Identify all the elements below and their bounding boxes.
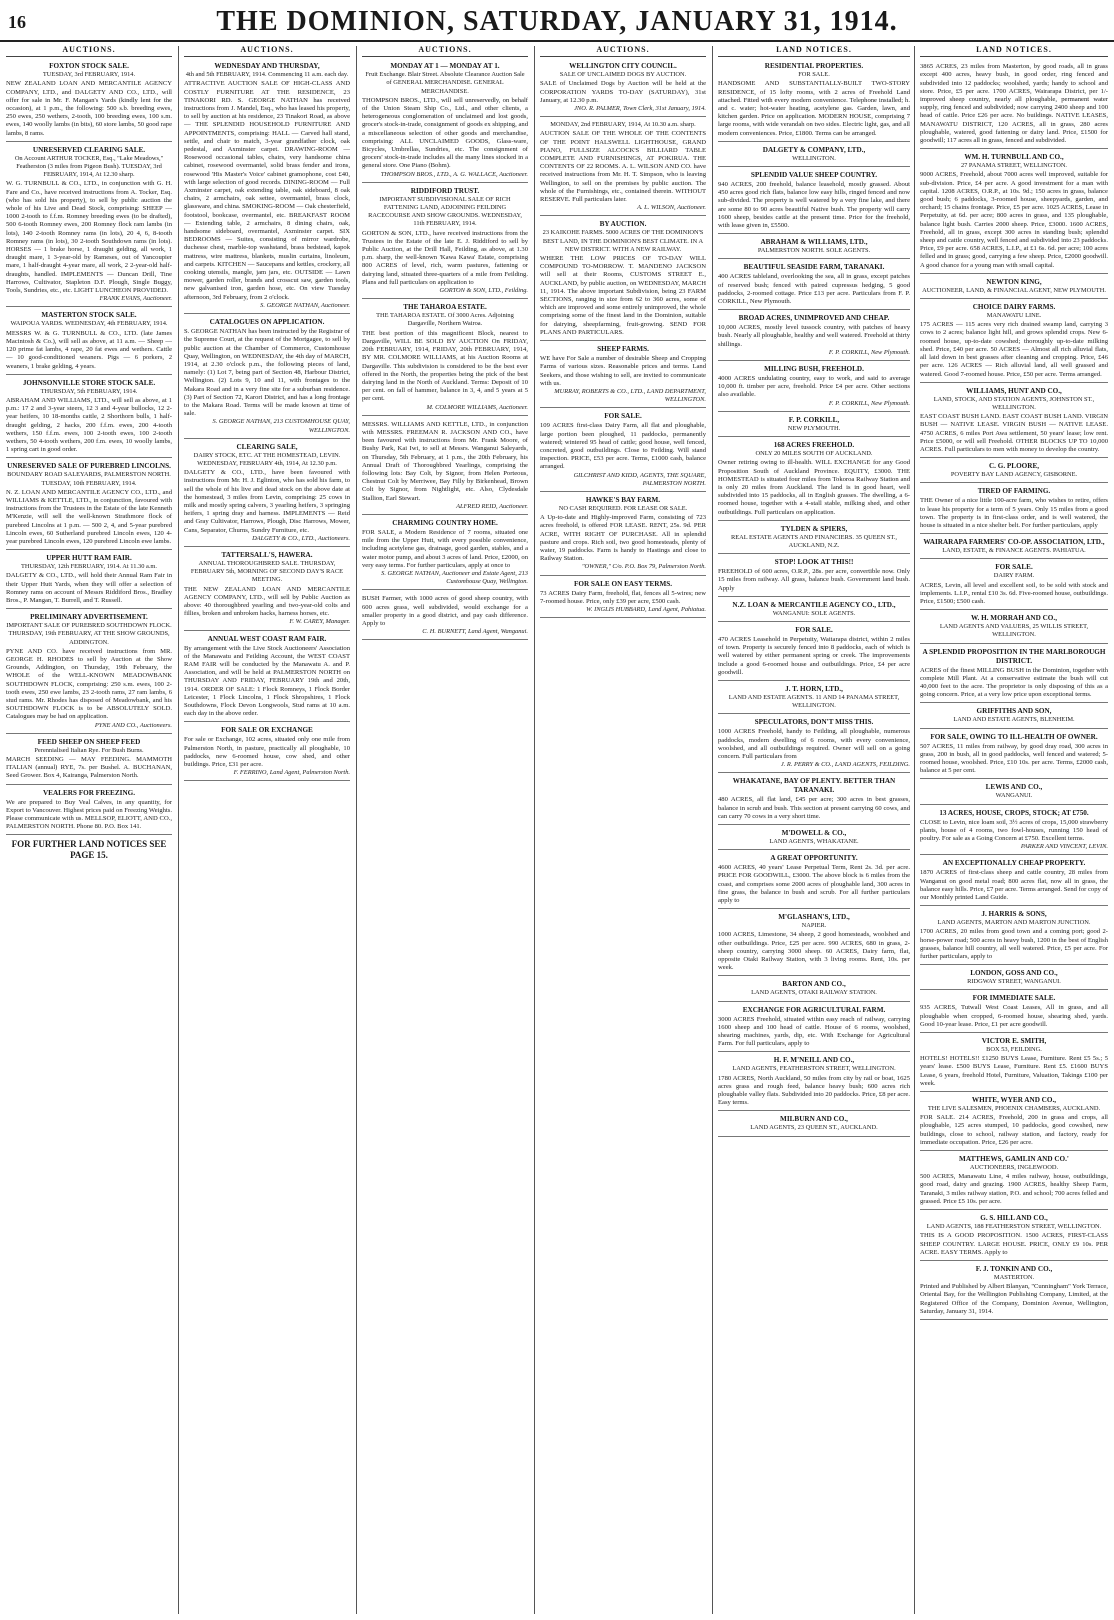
ad-title: THE TAHAROA ESTATE. — [403, 303, 487, 312]
advertisement — [718, 439, 910, 521]
advertisement — [362, 592, 528, 640]
ad-body: 1000 ACRES, Limestone, 34 sheep, 2 good homesteads, woolshed and other outbuildings. Price, £25 per acre. 990 ACRES, 680 in grass, 2-sheep country, carrying 3000 sheep. 60 ACRES, Dairy farm, flat, opposite Otaki Railway Station, with 3 living rooms. Rent, 10s. per week. — [718, 931, 910, 972]
ad-body: MESSRS W. & G. TURNBULL & CO., LTD. (late James Macintosh & Co.), will sell as above, at 11 a.m. — Sheep — 120 prime fat lambs, 4 rape, 20 fat ewes and wethers. Cattle — 10 good-conditioned weaners. Pigs — 6 porkers, 2 weaners, 1 brake gelding, 4 years. — [6, 329, 172, 370]
ad-title: SPECULATORS, DON'T MISS THIS. — [754, 718, 874, 727]
advertisement — [362, 517, 528, 590]
ad-title: 13 ACRES, HOUSE, CROPS, STOCK; AT £750. — [939, 808, 1089, 817]
advertisement — [718, 236, 910, 259]
ad-subtitle: 4th and 5th FEBRUARY, 1914. Commencing 11 a.m. each day. — [185, 71, 349, 79]
ad-body: We are prepared to Buy Veal Calves, in any quantity, for Export to Vancouver. Highest prices paid on Freezing Weights. Please communicate with us. MELLSOP, ELIOTT, AND CO., PALMERSTON NORTH. Phone 80. P.O. Box 141. — [6, 798, 172, 831]
advertisement — [718, 683, 910, 714]
ad-subtitle: MONDAY, 2nd FEBRUARY, 1914, At 10.30 a.m. sharp. — [550, 121, 696, 129]
ad-body: WE have For Sale a number of desirable Sheep and Cropping Farms of various sizes. Reasonable prices and terms. Land Seekers, and those wishing to sell, are invited to communicate with us. — [540, 355, 706, 387]
ad-body: FOR SALE. 214 ACRES, Freehold, 200 in grass and crops, all ploughable, 125 acres stumped, 10 paddocks, good cowshed, new buildings, close to school, railway station, and factory, ready for immediate occupation. Price, £26 per acre. — [920, 1114, 1108, 1146]
column-auctions-2 — [184, 46, 350, 1614]
ad-signature: F. P. CORKILL, New Plymouth. — [828, 399, 910, 407]
ad-body: FOR SALE, a Modern Residence of 7 rooms, situated one mile from the Upper Hutt, with every possible convenience, including acetylene gas, drainage, good garden, stables, and a water motor pump, and about 3 acres of land. Price, £2000, on very easy terms. For further particulars, apply at once to — [362, 528, 528, 569]
advertisement — [718, 852, 910, 909]
ad-subtitle: POVERTY BAY LAND AGENCY, GISBORNE. — [950, 471, 1078, 479]
ad-body: Printed and Published by Albert Blanyan, "Cunningham" York Terrace, Oriental Bay, for the Wellington Publishing Company, Limited, at the Registered Office of the Company, Dominion Avenue, Wellington, Saturday, January 31, 1914. — [920, 1283, 1108, 1315]
column-rule — [534, 46, 535, 1614]
ad-body: 1870 ACRES of first-class sheep and cattle country, 28 miles from Wanganui on good metal road; 800 acres flat, now all in grass, the balance easy hills. Price, £7 per acre. Terms arranged. Send for copy of our Monthly printed Land Guide. — [920, 869, 1108, 902]
ad-subtitle: WANGANUI. — [995, 792, 1033, 800]
ad-signature: S. GEORGE NATHAN, 213 CUSTOMHOUSE QUAY, WELLINGTON. — [212, 418, 350, 434]
advertisement — [6, 552, 172, 609]
ad-title: JOHNSONVILLE STORE STOCK SALE. — [22, 378, 156, 387]
advertisement — [184, 549, 350, 631]
ad-subtitle: REAL ESTATE AGENTS AND FINANCIERS. 35 QUEEN ST., AUCKLAND, N.Z. — [731, 533, 897, 549]
ad-title: WM. H. TURNBULL AND CO., — [964, 153, 1064, 162]
column-auctions-3 — [362, 46, 528, 1614]
advertisement — [920, 705, 1108, 728]
ad-body: PYNE AND CO. have received instructions from MR. GEORGE H. RHODES to sell by Auction at the Show Grounds, Addington, on Thursday, 19th February, the WHOLE of the WELL-KNOWN MEADOWBANK SOUTHDOWN FLOCK, comprising: 250 s.m. ewes, 100 2-tooth ewes, 250 ewe lambs, 23 2-tooth rams, 27 ram lambs, 6 stud rams. Mr. Rhodes has disposed of Meadowbank, and his SOUTHDOWN FLOCK is to be ABSOLUTELY SOLD. Catalogues may be had on application. — [6, 647, 172, 721]
ad-title: BROAD ACRES, UNIMPROVED AND CHEAP. — [738, 314, 890, 323]
ad-title: FOR SALE OR EXCHANGE — [221, 726, 313, 735]
ad-signature: A. L. WILSON, Auctioneer. — [637, 204, 706, 212]
advertisement — [920, 1153, 1108, 1210]
ad-title: WILLIAMS, HUNT AND CO., — [966, 386, 1062, 395]
advertisement — [718, 775, 910, 825]
ad-title: G. S. HILL AND CO., — [980, 1214, 1048, 1223]
ad-subtitle: SALE OF UNCLAIMED DOGS BY AUCTION. — [559, 71, 687, 79]
ad-title: BEAUTIFUL SEASIDE FARM, TARANAKI. — [743, 263, 885, 272]
ad-body: 175 ACRES — 115 acres very rich drained swamp land, carrying 3 cows to 2 acres; balance light hill, and grows splendid crops. New 6-roomed house, up-to-date cowshed; thoroughly up-to-date milking shed. Price, £40 per acre. 50 ACRES — Almost all rich alluvial flats, all laid down in best grasses after cleaning and cropping. Price, £46 per acre. 126 ACRES — Rich alluvial land, all well grassed and watered. Good 7-roomed house. Price, £50 per acre. Terms arranged. — [920, 321, 1108, 378]
advertisement — [920, 857, 1108, 906]
ad-subtitle: MANAWATU LINE. — [986, 312, 1042, 320]
advertisement — [920, 385, 1108, 458]
advertisement — [718, 911, 910, 976]
ad-title: WHITE, WYER AND CO., — [971, 1096, 1057, 1105]
advertisement — [718, 716, 910, 773]
ad-body: 10,000 ACRES, mostly level tussock country, with patches of heavy bush. Nearly all ploughable, healthy and well watered. Freehold at thirty shillings. — [718, 324, 910, 348]
advertisement — [184, 316, 350, 439]
ad-body: For sale or Exchange, 102 acres, situated only one mile from Palmerston North, in pasture, practically all ploughable, 10 paddocks, new 6-roomed house, cow shed, and other buildings. Price, £31 per acre. — [184, 736, 350, 769]
advertisement — [920, 536, 1108, 559]
ad-signature: GILCHRIST AND KIDD, AGENTS, THE SQUARE, PALMERSTON NORTH. — [573, 471, 706, 487]
ad-title: GRIFFITHS AND SON, — [976, 707, 1052, 716]
ad-subtitle: BOX 53, FEILDING. — [986, 1046, 1042, 1054]
advertisement — [184, 441, 350, 547]
ad-body: 1700 ACRES, 20 miles from good town and a coming port; good 2-horse-power road; 500 acres in heavy bush, 1200 in the best of English grasses, balance hill country, all well watered. Price, £5 per acre. For further particulars, apply to — [920, 928, 1108, 961]
ad-body: SALE of Unclaimed Dogs by Auction will be held at the CORPORATION YARDS TO-DAY (SATURDAY), 31st January, at 12.30 p.m. — [540, 80, 706, 104]
masthead — [0, 0, 1114, 42]
ad-body: 9000 ACRES, Freehold, about 7000 acres well improved, suitable for sub-division. Price, £4 per acre. A good investment for a man with capital. 1208 ACRES, O.R.P., at 10s. 9d.; 150 acres in grass, balance good bush; 6 paddocks, 3-roomed house, sheepyards, garden, and orchard; 15 chains frontage. Price, £5 per acre. 1025 ACRES, Lease in Perpetuity, at 6d. per acre; 800 acres in grass, and 135 ploughable, balance light bush. Carries 2000 sheep. Price, £3000. 1600 ACRES, Freehold, all in grass, except 300 acres in standing bush; splendid sheep and cattle country, well fenced and subdivided into 23 paddocks. Price, £9 per acre. 658 ACRES, L.I.P., at £1 6s. 6d. per acre; 100 acres felled and in grass; good, carrying a few sheep. Price, £2000 goodwill. A good chance for a young man with small capital. — [920, 171, 1108, 269]
ad-body: GORTON & SON, LTD., have received instructions from the Trustees in the Estate of the late E. J. Riddiford to sell by Public Auction, at the Drill Hall, Feilding, as above, at 1.30 p.m. sharp, the well-known 'Kawa Kawa' Estate, comprising 800 ACRES of level, rich, warm pastures, fattening or dairying land, situated three-quarters of a mile from Feilding. Plans and full particulars on application to — [362, 229, 528, 286]
ad-subtitle: PALMERSTON NORTH. SOLE AGENTS. — [757, 247, 871, 255]
ad-signature: F. P. CORKILL, New Plymouth. — [828, 348, 910, 356]
ad-signature: DALGETY & CO., LTD., Auctioneers. — [252, 534, 350, 542]
ad-subtitle: LAND, ESTATE, & FINANCE AGENTS. PAHIATUA. — [942, 547, 1086, 555]
advertisement — [6, 460, 172, 550]
ad-body: 500 ACRES, Manawatu Line, 4 miles railway, house, outbuildings, good road, dairy and grazing. 1900 ACRES, healthy Sheep Farm, Taranaki, 3 miles railway station, P.O. and school; 700 acres felled and grassed. Price £5 10s. per acre. — [920, 1173, 1108, 1205]
ad-body: AUCTION SALE OF THE WHOLE OF THE CONTENTS OF THE POINT HALSWELL LIGHTHOUSE, GRAND PIANO, FULLSIZE ALCOCK'S BILLIARD TABLE COMPLETE AND FURNISHINGS, AT POKIRUA. THE CONTENTS OF 22 ROOMS. A. L. WILSON AND CO. have received instructions from Mr. H. T. Simpson, who is leaving Wellington, to sell on the premises by public auction. The whole of the Furnishings, etc., contained therein. WITHOUT RESERVE. Full particulars later. — [540, 130, 706, 204]
ad-title: C. G. PLOORE, — [988, 462, 1040, 471]
advertisement — [920, 1035, 1108, 1092]
ad-subtitle: THE TAHAROA ESTATE. Of 3000 Acres. Adjoining Dargaville, Northern Wairoa. — [376, 312, 514, 328]
ad-title: CATALOGUES ON APPLICATION. — [209, 318, 325, 327]
ad-body: 1000 ACRES Freehold, handy to Feilding, all ploughable, numerous paddocks, modern dwelling of 6 rooms, with every convenience, woolshed, and all outbuildings required. Owner will sell on a going concern. Full particulars from — [718, 728, 910, 760]
advertisement — [540, 60, 706, 117]
ad-signature: S. GEORGE NATHAN, Auctioneer. — [260, 301, 350, 309]
ad-title: TATTERSALL'S, HAWERA. — [221, 550, 313, 559]
ad-subtitle: 23 KAIKOHE FARMS. 5000 ACRES OF THE DOMINION'S BEST LAND, IN THE DOMINION'S BEST CLIMATE. IN A NEW DISTRICT. WITH A NEW RAILWAY. — [542, 229, 704, 253]
ad-title: MILLING BUSH, FREEHOLD. — [764, 365, 864, 374]
ad-subtitle: FOR SALE. — [798, 71, 830, 79]
advertisement — [718, 599, 910, 622]
ad-subtitle: LAND AGENTS AND VALUERS, 25 WILLIS STREET, WELLINGTON. — [939, 623, 1089, 639]
ad-title: NEWTON KING, — [986, 277, 1042, 286]
advertisement — [920, 561, 1108, 610]
ad-signature: FRANK EVANS, Auctioneer. — [99, 295, 172, 303]
ad-body: CLOSE to Levin, nice loam soil, 3½ acres of crops, 15,000 strawberry plants, house of 4 rooms, two fowl-houses, running 150 head of poultry. For sale as a Going Concern at £750. Excellent terms. — [920, 818, 1108, 842]
ad-title: WHAKATANE, BAY OF PLENTY. BETTER THAN TARANAKI. — [732, 777, 896, 795]
ad-title: SPLENDID VALUE SHEEP COUNTRY. — [750, 171, 878, 180]
newspaper-title: THE DOMINION, SATURDAY, JANUARY 31, 1914. — [216, 6, 898, 37]
ad-title: FOR SALE. — [995, 563, 1033, 572]
ad-title: J. T. HORN, LTD., — [785, 684, 843, 693]
ad-body: ACRES of the finest MILLING BUSH in the Dominion, together with complete Mill Plant. At a conservative estimate the bush will cut 40,000 feet to the acre. The proprietor is only disposing of this as a going concern. Price, at a very low price upon exceptional terms. — [920, 666, 1108, 699]
advertisement — [540, 410, 706, 492]
advertisement — [540, 578, 706, 619]
advertisement — [718, 556, 910, 597]
ad-title: EXCHANGE FOR AGRICULTURAL FARM. — [742, 1005, 886, 1014]
ad-body: EAST COAST BUSH LAND. EAST COAST BUSH LAND. VIRGIN BUSH — NATIVE LEASE. VIRGIN BUSH — NATIVE LEASE. 4750 ACRES, 6 miles Port Awa settlement, 50 years' lease; low rent. Price £5000, or will sell Freehold. OTHER BLOCKS UP TO 10,000 ACRES. Full particulars to men with money to develop the country. — [920, 413, 1108, 453]
ad-title: FOR SALE. — [795, 625, 833, 634]
ad-body: 73 ACRES Dairy Farm, freehold, flat, fences all 5-wires; new 7-roomed house. Price, only £39 per acre, £500 cash. — [540, 589, 706, 605]
ad-title: WEDNESDAY AND THURSDAY, — [214, 62, 320, 71]
ad-body: DALGETY & CO., LTD., will hold their Annual Ram Fair in their Upper Hutt Yards, when they will offer a selection of Romney rams on account of Messrs Riddiford Bros., Bradley Bros., P. Mangan, T. Burrell, and T. Russell. — [6, 572, 172, 604]
ad-subtitle: DAIRY STOCK, ETC. AT THE HOMESTEAD, LEVIN. WEDNESDAY, FEBRUARY 4th, 1914, At 12.30 p.m. — [193, 451, 341, 467]
ad-subtitle: LAND AGENTS, WHAKATANE. — [769, 837, 859, 845]
advertisement — [718, 312, 910, 361]
ad-body: THE NEW ZEALAND LOAN AND MERCANTILE AGENCY COMPANY, LTD., will sell by Public Auction as above: 40 thoroughbred yearling and two-year-old colts and fillies, broken and unbroken hacks, harness horses, etc. — [184, 585, 350, 618]
ad-title: ANNUAL WEST COAST RAM FAIR. — [207, 634, 327, 643]
ad-body: HANDSOME AND SUBSTANTIALLY-BUILT TWO-STORY RESIDENCE, of 15 lofty rooms, with 2 acres of Freehold Land attached. Fitted with every modern convenience. Telephone installed; h. and c. water; hot-water heating, acetylene gas. Garden, lawn, and kitchen garden. Price on application. MODERN HOUSE, comprising 7 large rooms, with wide verandah on two sides. Electric light, gas, and all modern conveniences. Price, £1800. Terms can be arranged. — [718, 80, 910, 137]
column-auctions-4 — [540, 46, 706, 1614]
ad-title: VEALERS FOR FREEZING. — [42, 788, 136, 797]
ad-subtitle: NO CASH REQUIRED. FOR LEASE OR SALE. — [558, 504, 688, 512]
section-heading: AUCTIONS. — [362, 46, 528, 57]
advertisement — [920, 992, 1108, 1033]
ad-subtitle: THURSDAY, 12th FEBRUARY, 1914. At 11.30 a.m. — [21, 563, 157, 571]
ad-title: TIRED OF FARMING. — [977, 487, 1051, 496]
ad-title: WAIRARAPA FARMERS' CO-OP. ASSOCIATION, LTD., — [923, 538, 1105, 547]
ad-signature: S. GEORGE NATHAN, Auctioneer and Estate Agent, 213 Customhouse Quay, Wellington. — [381, 569, 528, 586]
ad-signature: F. W. CAREY, Manager. — [289, 618, 350, 626]
ad-title: F. P. CORKILL, — [788, 415, 840, 424]
advertisement — [920, 151, 1108, 274]
ad-signature: "OWNER," C/o. P.O. Box 79, Palmerston North. — [581, 563, 706, 571]
ad-signature: F. FERRINO, Land Agent, Palmerston North. — [233, 769, 350, 777]
ad-subtitle: LAND AND ESTATE AGENTS. 11 AND 14 PANAMA STREET, WELLINGTON. — [728, 693, 900, 710]
ad-subtitle: LAND AGENTS, 23 QUEEN ST., AUCKLAND. — [750, 1124, 878, 1132]
ad-title: A GREAT OPPORTUNITY. — [770, 854, 858, 863]
advertisement — [920, 612, 1108, 643]
ad-title: PRELIMINARY ADVERTISEMENT. — [30, 613, 148, 622]
ad-signature: JNO. R. PALMER, Town Clerk, 31st January, 1914. — [574, 105, 706, 113]
ad-subtitle: RIDGWAY STREET, WANGANUI. — [967, 978, 1061, 986]
ad-subtitle: WAIPOUA YARDS. WEDNESDAY, 4th FEBRUARY, 1914. — [10, 320, 168, 328]
ad-title: DALGETY & COMPANY, LTD., — [762, 145, 866, 154]
ad-title: LEWIS AND CO., — [985, 783, 1043, 792]
section-heading: AUCTIONS. — [540, 46, 706, 57]
ad-body: A Up-to-date and Highly-improved Farm, consisting of 723 acres freehold, is offered FOR LEASE. RENT, 25s. 9d. PER ACRE, WITH RIGHT OF PURCHASE. All in splendid pasture and crops. Rich soil, two good homesteads, plenty of water, 19 paddocks. Farm is handy to Hastings and close to Railway Station. — [540, 514, 706, 563]
advertisement — [718, 1113, 910, 1136]
advertisement — [6, 60, 172, 142]
advertisement — [920, 460, 1108, 483]
ad-title: FOR IMMEDIATE SALE. — [972, 994, 1056, 1003]
ad-title: MASTERTON STOCK SALE. — [41, 311, 137, 320]
ad-signature: ALFRED REID, Auctioneer. — [456, 502, 528, 510]
ad-title: RESIDENTIAL PROPERTIES. — [764, 62, 864, 71]
ad-title: M'GLASHAN'S, LTD., — [778, 913, 850, 922]
ad-signature: GORTON & SON, LTD., Feilding. — [439, 287, 528, 295]
ad-subtitle: TUESDAY, 3rd FEBRUARY, 1914. — [42, 71, 136, 79]
ad-title: N.Z. LOAN & MERCANTILE AGENCY CO., LTD., — [732, 600, 896, 609]
advertisement — [362, 60, 528, 183]
ad-body: 480 ACRES, all flat land, £45 per acre; 300 acres in best grasses, balance in scrub and bush. This section at present carrying 60 cows, and can carry 70 cows in a very short time. — [718, 796, 910, 820]
ad-subtitle: WELLINGTON. — [792, 154, 836, 162]
ad-body: 109 ACRES first-class Dairy Farm, all flat and ploughable, large portion been ploughed, 11 paddocks, permanently watered; wintered 95 head of cattle; good house, well fenced, concreted, good outbuildings. Close to Feilding. Will stand inspection. PRICE, £53 per acre. Terms, £1000 cash, balance arranged. — [540, 422, 706, 471]
ad-title: RIDDIFORD TRUST. — [410, 186, 480, 195]
advertisement — [362, 418, 528, 515]
ad-body: THIS IS A GOOD PROPOSITION. 1500 ACRES, FIRST-CLASS SHEEP COUNTRY. LARGE HOUSE. PRICE, ONLY £9 10s. PER ACRE. EASY TERMS. Apply to — [920, 1232, 1108, 1256]
advertisement — [920, 731, 1108, 780]
ad-title: M'DOWELL & CO., — [781, 828, 847, 837]
section-heading: AUCTIONS. — [6, 46, 172, 57]
ad-body: DALGETY & CO., LTD., have been favoured with instructions from Mr. H. J. Eglinton, who has sold his farm, to sell the whole of his live and dead stock on the above date at the homestead, 3 miles from Levin, comprising: 25 cows in milk and mostly spring calvers, 3 yearling heifers, 3 springing heifers, 1 spring dray and harness. IMPLEMENTS — Reid and Gray Cultivator, Harrows, Plough, Disc Harrows, Mower, Cans, Separator, Churns, Sundry Furniture, etc. — [184, 469, 350, 534]
column-rule — [178, 46, 179, 1614]
ad-title: J. HARRIS & SONS, — [981, 910, 1047, 919]
advertisement — [920, 1094, 1108, 1151]
advertisement — [6, 377, 172, 459]
ad-title: FEED SHEEP ON SHEEP FEED — [37, 737, 141, 746]
advertisement — [718, 363, 910, 412]
advertisement — [362, 301, 528, 415]
advertisement — [920, 807, 1108, 856]
column-rule — [712, 46, 713, 1614]
advertisement — [718, 261, 910, 310]
advertisement — [540, 494, 706, 576]
ad-body: ABRAHAM AND WILLIAMS, LTD., will sell as above, at 1 p.m.: 17 2 and 3-year steers, 12 3 and 4-year bullocks, 12 2-year heifers, 10 18-months cattle, 2 Shorthorn bulls, 1 half-draught gelding, 2 hacks, 200 f.f.m. ewes, 200 4-tooth wethers, 150 f.f.m. ewes, 100 2-tooth ewes, 100 2-tooth wethers, 50 4-tooth wethers, 200 f.m. ewes, 10 woolly lambs, 1 spring cart in good order. — [6, 396, 172, 454]
ad-body: THE best portion of this magnificent Block, nearest to Dargaville, WILL BE SOLD BY AUCTION On FRIDAY, 20th FEBRUARY, 1914, FRIDAY, 20th FEBRUARY, 1914, BY MR. COLMORE WILLIAMS, at his Auction Rooms at Dargaville. This subdivision is considered to be the best ever offered in the North, the properties being the pick of the best dairying land in the North of Auckland. Terms: Deposit of 10 per cent. on fall of hammer, balance in 3, 4, and 5 years at 5 per cent. — [362, 329, 528, 403]
ad-signature: M. COLMORE WILLIAMS, Auctioneer. — [426, 403, 528, 411]
advertisement — [718, 523, 910, 554]
ad-title: VICTOR E. SMITH, — [981, 1037, 1047, 1046]
advertisement — [718, 169, 910, 234]
ad-subtitle: IMPORTANT SUBDIVISIONAL SALE OF RICH FATTENING LAND, ADJOINING FEILDING RACECOURSE AND SHOW GROUNDS. WEDNESDAY, 11th FEBRUARY, 1914. — [368, 195, 522, 228]
advertisement — [920, 276, 1108, 299]
ad-signature: W. INGLIS HUBBARD, Land Agent, Pahiatua. — [586, 605, 706, 613]
advertisement — [718, 978, 910, 1001]
ad-signature: PYNE AND CO., Auctioneers. — [94, 721, 172, 729]
advertisement — [920, 908, 1108, 965]
ad-subtitle: Fruit Exchange. Blair Street. Absolute Clearance Auction Sale of GENERAL MERCHANDISE. GENERAL MERCHANDISE. — [365, 71, 525, 95]
ad-title: UPPER HUTT RAM FAIR. — [46, 554, 132, 563]
ad-body: 935 ACRES, Tutwall West Coast Leases, All in grass, and all ploughable when cropped, 6-roomed house, shearing shed, yards. Good 10-year lease. Price, £1 per acre goodwill. — [920, 1004, 1108, 1028]
ad-title: MATTHEWS, GAMLIN AND CO.' — [959, 1155, 1069, 1164]
ad-subtitle: LAND AGENTS, FEATHERSTON STREET, WELLINGTON. — [732, 1065, 896, 1073]
ad-subtitle: WANGANUI: SOLE AGENTS. — [772, 609, 856, 617]
ad-title: UNRESERVED CLEARING SALE. — [32, 145, 146, 154]
ad-subtitle: NAPIER. — [801, 922, 827, 930]
ad-subtitle: AUCTIONEERS, INGLEWOOD. — [969, 1164, 1059, 1172]
ad-subtitle: NEW PLYMOUTH. — [787, 424, 841, 432]
advertisement — [6, 611, 172, 734]
ad-title: UNRESERVED SALE OF PUREBRED LINCOLNS. — [7, 462, 171, 471]
advertisement — [920, 301, 1108, 383]
ad-title: A SPLENDID PROPOSITION IN THE MARLBOROUGH DISTRICT. — [922, 647, 1106, 665]
ad-body: 470 ACRES Leasehold in Perpetuity, Waitarapa district, within 2 miles of town. Property is securely fenced into 8 paddocks, each of which is well watered by either permanent spring or creek. The improvements include a good 6-roomed house and outbuildings. Price, £4 per acre goodwill. — [718, 635, 910, 676]
ad-title: BARTON AND CO., — [782, 980, 846, 989]
ad-title: MONDAY AT 1 — MONDAY AT 1. — [390, 62, 500, 71]
ad-signature: MURRAY, ROBERTS & CO., LTD., LAND DEPARTMENT, WELLINGTON. — [554, 387, 706, 404]
section-heading: LAND NOTICES. — [920, 46, 1108, 57]
advertisement — [718, 624, 910, 681]
ad-body: S. GEORGE NATHAN has been instructed by the Registrar of the Supreme Court, at the request of the Mortgagee, to sell by public auction at the Chamber of Commerce, Customhouse Quay, Wellington, on WEDNESDAY, the 4th day of MARCH, 1914, at 2.30 o'clock p.m., the following pieces of land, namely: (1) Lot 7, being part of Section 48, Harbour District, Wellington. (2) Lots 9, 10 and 11, with frontages to the Makara Road and in a very fine site for a suburban residence. (3) Part of Section 72, Karori District, and has a long frontage to the Makara Road. Terms will be made known at time of sale. — [184, 328, 350, 418]
ad-title: FOR SALE ON EASY TERMS. — [573, 579, 673, 588]
advertisement — [920, 781, 1108, 804]
ad-title: FOR SALE, OWING TO ILL-HEALTH OF OWNER. — [930, 732, 1098, 741]
ad-signature: C. H. BURNETT, Land Agent, Wanganui. — [422, 628, 528, 636]
advertisement — [184, 60, 350, 314]
advertisement — [184, 633, 350, 723]
ad-body: ACRES, Levin, all level and excellent soil, to be sold with stock and implements. L.I.P., rental £10 3s. 6d. Five-roomed house, outbuildings. Price, £1500; £500 cash. — [920, 581, 1108, 605]
ad-title: W. H. MORRAH AND CO., — [971, 614, 1057, 623]
ad-subtitle: THE LIVE SALESMEN, PHOENIX CHAMBERS, AUCKLAND. — [927, 1105, 1101, 1113]
ad-body: 4000 ACRES undulating country, easy to work, and said to average 10,000 ft. timber per acre, freehold. Price £4 per acre. Other sections also available. — [718, 375, 910, 399]
ad-body: 940 ACRES, 200 freehold, balance leasehold, mostly grassed. About 450 acres good rich flats, balance low easy hills, ringed fenced and now sub-divided. The property is well watered by a very fine lake, and there are some 80 to 90 acres beautiful Native bush. The property will carry 1600 sheep, besides cattle at the present time. Price for the freehold, with lease given in, £5500. — [718, 181, 910, 230]
advertisement — [718, 144, 910, 167]
advertisement — [920, 1212, 1108, 1261]
advertisement — [718, 827, 910, 850]
ad-body: THOMPSON BROS., LTD., will sell unreservedly, on behalf of the Union Steam Ship Co., Ltd., and other clients, a heterogeneous conglomeration of unclaimed and lost goods, grocer's stock-in-trade, consignment of goods ex shipping, and a miscellaneous selection of other goods and merchandise, comprising: ALL UNCLAIMED GOODS, Glass-ware, Bicycles, Umbrellas, Sundries, etc. The consignment of grocers' stock-in-trade includes all the many lines stocked in a general store. One Piano (Bohm). — [362, 96, 528, 170]
ad-body: 507 ACRES, 11 miles from railway, by good dray road, 300 acres in grass, 200 in bush, all in good paddocks, well fenced and watered; 5-roomed house, woolshed. Price, £10 10s. per acre. Terms, £2000 cash, balance at 5 per cent. — [920, 742, 1108, 775]
advertisement — [920, 967, 1108, 990]
ad-body: HOTELS! HOTELS!! £1250 BUYS Lease, Furniture. Rent £5 5s.; 5 years' lease. £500 BUYS Lease, Furniture. Rent £5. £1600 BUYS Lease, 6 years, freehold Hotel, Furniture, Valuation, Takings £100 per week. — [920, 1055, 1108, 1087]
ad-body: 3000 ACRES Freehold, situated within easy reach of railway, carrying 1600 sheep and 100 head of cattle. House of 6 rooms, woolshed, shearing machines, yards, dip, etc. With Exchange for Agricultural Farm. For full particulars, apply to — [718, 1015, 910, 1048]
ad-title: SHEEP FARMS. — [597, 345, 649, 354]
advertisement — [6, 787, 172, 836]
advertisement — [362, 185, 528, 299]
ad-subtitle: LAND AGENTS, MARTON AND MARTON JUNCTION. — [937, 919, 1091, 927]
ad-subtitle: ONLY 20 MILES SOUTH OF AUCKLAND. — [755, 450, 873, 458]
ad-title: FOR SALE. — [604, 412, 642, 421]
ad-title: CHOICE DAIRY FARMS. — [972, 303, 1056, 312]
ad-subtitle: 27 PANAMA STREET, WELLINGTON. — [960, 162, 1068, 170]
ad-subtitle: LAND, STOCK, AND STATION AGENTS, JOHNSTON ST., WELLINGTON. — [933, 395, 1095, 411]
ad-body: NEW ZEALAND LOAN AND MERCANTILE AGENCY COMPANY, LTD., and DALGETY AND CO., LTD., will offer for sale in Mr. F. Mangan's Yards (kindly lent for the occasion), at 1 p.m., the following: 500 s.b. breeding ewes, 250 ewes, 250 wethers, 2-tooth, 100 breeding ewes, 100 s.m. ewes, 140 woolly lambs (in bits), 60 store lambs, 50 good rape lambs, 8 rams. — [6, 80, 172, 137]
advertisement — [718, 1054, 910, 1111]
ad-title: TYLDEN & SPIERS, — [780, 524, 848, 533]
ad-subtitle: AUCTIONEER, LAND, & FINANCIAL AGENT, NEW PLYMOUTH. — [922, 286, 1106, 294]
column-auctions-1 — [6, 46, 172, 1614]
ad-body: 1780 ACRES, North Auckland, 50 miles from city by rail or boat, 1625 acres grass and rough feed, balance heavy bush; 600 acres rich ploughable valley flats. Subdivided into 20 paddocks. Price, £8 per acre. Easy terms. — [718, 1074, 910, 1107]
ad-body: Owner retiring owing to ill-health. WILL EXCHANGE for any Good Proposition South of Auckland Province. EQUITY, £3000. THE HOMESTEAD is situated four miles from Tokoroa Railway Station and is only 20 miles from Auckland. The land is in good heart, well subdivided into 15 paddocks, all in English grasses. The dwelling, a 6-roomed house, together with a 4-stall stable, milking shed, and other outbuildings. Full particulars on application. — [718, 459, 910, 516]
ad-title: F. J. TONKIN AND CO., — [975, 1264, 1053, 1273]
ad-body: N. Z. LOAN AND MERCANTILE AGENCY CO., LTD., and WILLIAMS & KETTLE, LTD., in conjunction, favoured with instructions from the Trustees in the Estate of the late Kenneth M'Kenzie, will sell the well-known Strathmore flock of purebred Lincolns at 1 p.m. — 500 2, 4, and 5-year purebred Lincoln ewes, 60 Sutherland purebred Lincoln ewes, 120 4-year purebred Lincoln ewes, 120 purebred Lincoln ewe lambs. — [6, 488, 172, 545]
ad-body: WHERE THE LOW PRICES OF TO-DAY WILL COMPOUND TO-MORROW. T. MANDENO JACKSON will sell at their Rooms, CUSTOMS STREET E., AUCKLAND, by public auction, on WEDNESDAY, MARCH 11, 1914. The above important Subdivision, being 23 FARM SECTIONS, ranging in size from 62 to 360 acres, some of which are improved and some entirely unimproved, the whole comprising some of the finest land in the Dominion, suitable for dairying, sheepfarming, fruit-growing. SEND FOR PLANS AND PARTICULARS. — [540, 255, 706, 336]
ad-body: MESSRS. WILLIAMS AND KETTLE, LTD., in conjunction with MESSRS. FREEMAN R. JACKSON AND CO., have been favoured with instructions from Mr. Frank Moore, of Bushy Park, Kai Iwi, to sell at Messrs. Wanganui Saleyards, on Thursday, 5th February, at 1 p.m., the 20th February, his Annual Draft of Thoroughbred Yearlings, comprising the following lots: Bay Colt, by Signor, from Helen Porteous, Chestnut Colt by Merriwee, Bay Filly by Birkenhead, Brown Colt by Signor, from Nightlight, etc. Also, Clydesdale Stallion, Earl Stewart. — [362, 420, 528, 502]
ad-body: 400 ACRES tableland, overlooking the sea, all in grass, except patches of reserved bush; fenced with paired cupressus hedging, 5 good paddocks, 2-roomed cottage. Price £13 per acre. Particulars from F. P. CORKILL, New Plymouth. — [718, 273, 910, 306]
advertisement — [6, 144, 172, 308]
ad-signature: J. R. PERRY & CO., LAND AGENTS, FEILDING. — [780, 761, 910, 769]
ad-subtitle: Perennialised Italian Rye. For Bush Burns. — [34, 746, 144, 754]
advertisement — [540, 218, 706, 341]
ad-subtitle: BOUNDARY ROAD SALEYARDS, PALMERSTON NORTH. TUESDAY, 10th FEBRUARY, 1914. — [7, 471, 171, 487]
ad-subtitle: THURSDAY, 5th FEBRUARY, 1914. — [40, 387, 138, 395]
ad-body: 4600 ACRES, 40 years' Lease Perpetual Term, Rent 2s. 3d. per acre. PRICE FOR GOODWILL, £3000. The above block is 6 miles from the coast, and comprises some 2000 acres of ploughable land, 300 acres in fine grass, the balance in bush and scrub. For all further particulars apply to — [718, 864, 910, 904]
ad-body: BUSH Farmer, with 1000 acres of good sheep country, with 600 acres grass, well subdivided, would exchange for a smaller property in a good district, and pay cash difference. Apply to — [362, 595, 528, 627]
ad-body: 3865 ACRES, 23 miles from Masterton, by good roads, all in grass except 400 acres, heavy bush, in good order, ring fenced and subdivided into 12 paddocks; woolshed, yards; handy to school and store. Price, £5 per acre. 1700 ACRES, Wairarapa District, per 1/- improved sheep country, nearly all ploughable, permanent water supply, ring fenced and subdivided; now carrying 2400 sheep and 100 head of cattle. Price £26 per acre. No buildings. NATIVE LEASES, MANAWATU DISTRICT, 120 ACRES, all in grass, 280 acres ploughable, watered, good fattening or dairy land. Price, £1500 for goodwill; 117 acres all in grass, fenced and subdivided. — [920, 63, 1108, 145]
ad-body: By arrangement with the Live Stock Auctioneers' Association of the Manawatu and Feilding Account, the WEST COAST RAM FAIR will be conducted by the Manawatu A. and P. Association, and will be held at PALMERSTON NORTH on THURSDAY AND FRIDAY, FEBRUARY 19th and 20th, 1914. ORDER OF SALE: 1 Flock Romneys, 1 Flock Border Leicester, 1 Flock Lincolns, 1 Flock Shropshires, 1 Flock Southdowns, Flock Devon Longwools, Stud rams at 10 a.m. each day in the above order. — [184, 644, 350, 718]
section-heading: LAND NOTICES. — [718, 46, 910, 57]
column-rule — [914, 46, 915, 1614]
ad-title: H. F. M'NEILL AND CO., — [773, 1056, 855, 1065]
section-heading: AUCTIONS. — [184, 46, 350, 57]
column-footer: FOR FURTHER LAND NOTICES SEE PAGE 15. — [11, 839, 167, 861]
ad-title: LONDON, GOSS AND CO., — [970, 969, 1058, 978]
ad-subtitle: IMPORTANT SALE OF PUREBRED SOUTHDOWN FLOCK. THURSDAY, 19th FEBRUARY, AT THE SHOW GROUNDS, ADDINGTON. — [6, 622, 172, 646]
advertisement — [6, 736, 172, 785]
ad-subtitle: On Account ARTHUR TOCKER, Esq., "Lake Meadows," Featherston (3 miles from Pigeon Bush). TUESDAY, 3rd FEBRUARY, 1914, At 12.30 sharp. — [14, 154, 164, 179]
page-number: 16 — [8, 12, 26, 32]
advertisement — [718, 1004, 910, 1053]
ad-body: ATTRACTIVE AUCTION SALE OF HIGH-CLASS AND COSTLY FURNITURE AT THE RESIDENCE, 23 TINAKORI RD. S. GEORGE NATHAN has received instructions from J. Mandel, Esq., who has leased his property, to sell by auction at his residence, 23 Tinakori Road, as above — THE SPLENDID HOUSEHOLD FURNITURE AND APPOINTMENTS, comprising: HALL — Carved hall stand, settle, and chair to match, 3-year grandfather clock, oak pedestal, and Axminster carpet. DRAWING-ROOM — Rosewood occasional tables, chairs, very handsome china cabinet, rosewood overmantel, solid brass fender and irons, rosewood 'His Master's Voice' cabinet gramophone, cost £40, with large selection of good records. DINING-ROOM — Full Axminster carpet, oak extending table, oak sideboard, 8 oak chairs, 2 armchairs, oak settee, overmantel, brass clock, glassware, and china. SMOKING-ROOM — Oak chesterfield, footstool, bookcase, overmantel, etc. BREAKFAST ROOM — Extending table, 2 armchairs, 8 dining chairs, oak, handsome sideboard, overmantel, Axminster carpet. SIX BEDROOMS — Suites, consisting of mirror wardrobe, duchesse chest, marble-top washstand, brass bedstead, kapok mattress, wire mattress, blankets, muslin curtains, linoleum, and carpets. KITCHEN — Saucepans and kettles, crockery, all cooking utensils, mangle, jam jars, etc. OUTSIDE — Lawn mower, garden roller, brands and crosscut saw, garden tools, new galvanised iron, garden hose, etc. On view Tuesday afternoon, 3rd February, from 2 o'clock. — [184, 80, 350, 301]
ad-title: STOP! LOOK AT THIS!! — [774, 558, 854, 567]
ad-title: CHARMING COUNTRY HOME. — [392, 518, 498, 527]
ad-signature: THOMPSON BROS., LTD., A. G. WALLACE, Auctioneer. — [380, 170, 528, 178]
advertisement — [718, 60, 910, 142]
column-land-notices-1 — [718, 46, 910, 1614]
column-rule — [356, 46, 357, 1614]
ad-subtitle: MASTERTON. — [993, 1273, 1035, 1281]
ad-title: BY AUCTION. — [599, 220, 647, 229]
ad-subtitle: LAND AGENTS, OTAKI RAILWAY STATION. — [751, 989, 877, 997]
ad-title: FOXTON STOCK SALE. — [49, 62, 129, 71]
ad-body: MARCH SEEDING — MAY FEEDING. MAMMOTH ITALIAN (annual) RYE, 7s. per Bushel. A. BUCHANAN, Seed Grower. Box 4, Kairanga, Palmerston North. — [6, 756, 172, 780]
ad-subtitle: LAND AND ESTATE AGENTS, BLENHEIM. — [953, 716, 1075, 724]
ad-body: FREEHOLD of 600 acres, O.R.P., 28s. per acre, convertible now. Only 15 miles from railway. All grass, balance bush. Government land bush. Apply — [718, 568, 910, 592]
ad-subtitle: DAIRY FARM. — [993, 572, 1035, 580]
ad-title: WELLINGTON CITY COUNCIL. — [569, 62, 677, 71]
advertisement — [920, 646, 1108, 704]
ad-title: MILBURN AND CO., — [780, 1115, 848, 1124]
advertisement — [920, 1263, 1108, 1320]
ad-title: 168 ACRES FREEHOLD. — [773, 441, 855, 450]
ad-title: CLEARING SALE, — [236, 442, 298, 451]
ad-subtitle: LAND AGENTS, 188 FEATHERSTON STREET, WELLINGTON. — [926, 1223, 1102, 1231]
ad-body: THE Owner of a nice little 100-acre farm, who wishes to retire, offers to lease his property for a term of 5 years. Only 15 miles from a good town. The property is in first-class order, and is well watered, the house is situated in a nice shelter belt. For further particulars, apply — [920, 497, 1108, 529]
advertisement — [718, 414, 910, 437]
ad-title: ABRAHAM & WILLIAMS, LTD., — [760, 238, 868, 247]
advertisement — [920, 60, 1108, 149]
ad-title: HAWKE'S BAY FARM. — [585, 495, 661, 504]
advertisement — [6, 309, 172, 374]
advertisement — [920, 485, 1108, 534]
advertisement — [540, 343, 706, 408]
column-land-notices-2 — [920, 46, 1108, 1614]
advertisement — [540, 119, 706, 216]
advertisement — [184, 724, 350, 781]
ad-title: AN EXCEPTIONALLY CHEAP PROPERTY. — [942, 859, 1086, 868]
ad-signature: PARKER AND VINCENT, LEVIN. — [1020, 843, 1108, 851]
ad-body: W. G. TURNBULL & CO., LTD., in conjunction with G. H. Fare and Co., have received instructions from A. Tocker, Esq. (who has sold his property), to sell by public auction the whole of his Live and Dead Stock, comprising: SHEEP — 1000 2-tooth to f.f.m. Romney breeding ewes (to be drafted), 500 6-tooth Romney ewes, 200 Romney flock ram lambs (in lots), 140 2-tooth Romney rams (in lots), 20 4, 6, 8-tooth Romney rams (in lots), 30 2-tooth Southdown rams (in lots). HORSES — 1 brake horse, 1 draught gelding, all work, 1 draught mare, 1 3-year-old by Rameses, out of Yancoupier mare, 1 half-draught 4-year mare, all work, 2 2-year-old half-draughts, handled. IMPLEMENTS — Duncan Drill, Tine Harrows, Cultivator, Stapleton D.F. Plough, Single Buggy, Tools, Sundries, etc., etc. LIGHT LUNCHEON PROVIDED. — [6, 180, 172, 295]
ad-subtitle: ANNUAL THOROUGHBRED SALE. THURSDAY, FEBRUARY 5th, MORNING OF SECOND DAY'S RACE MEETING. — [190, 559, 344, 584]
